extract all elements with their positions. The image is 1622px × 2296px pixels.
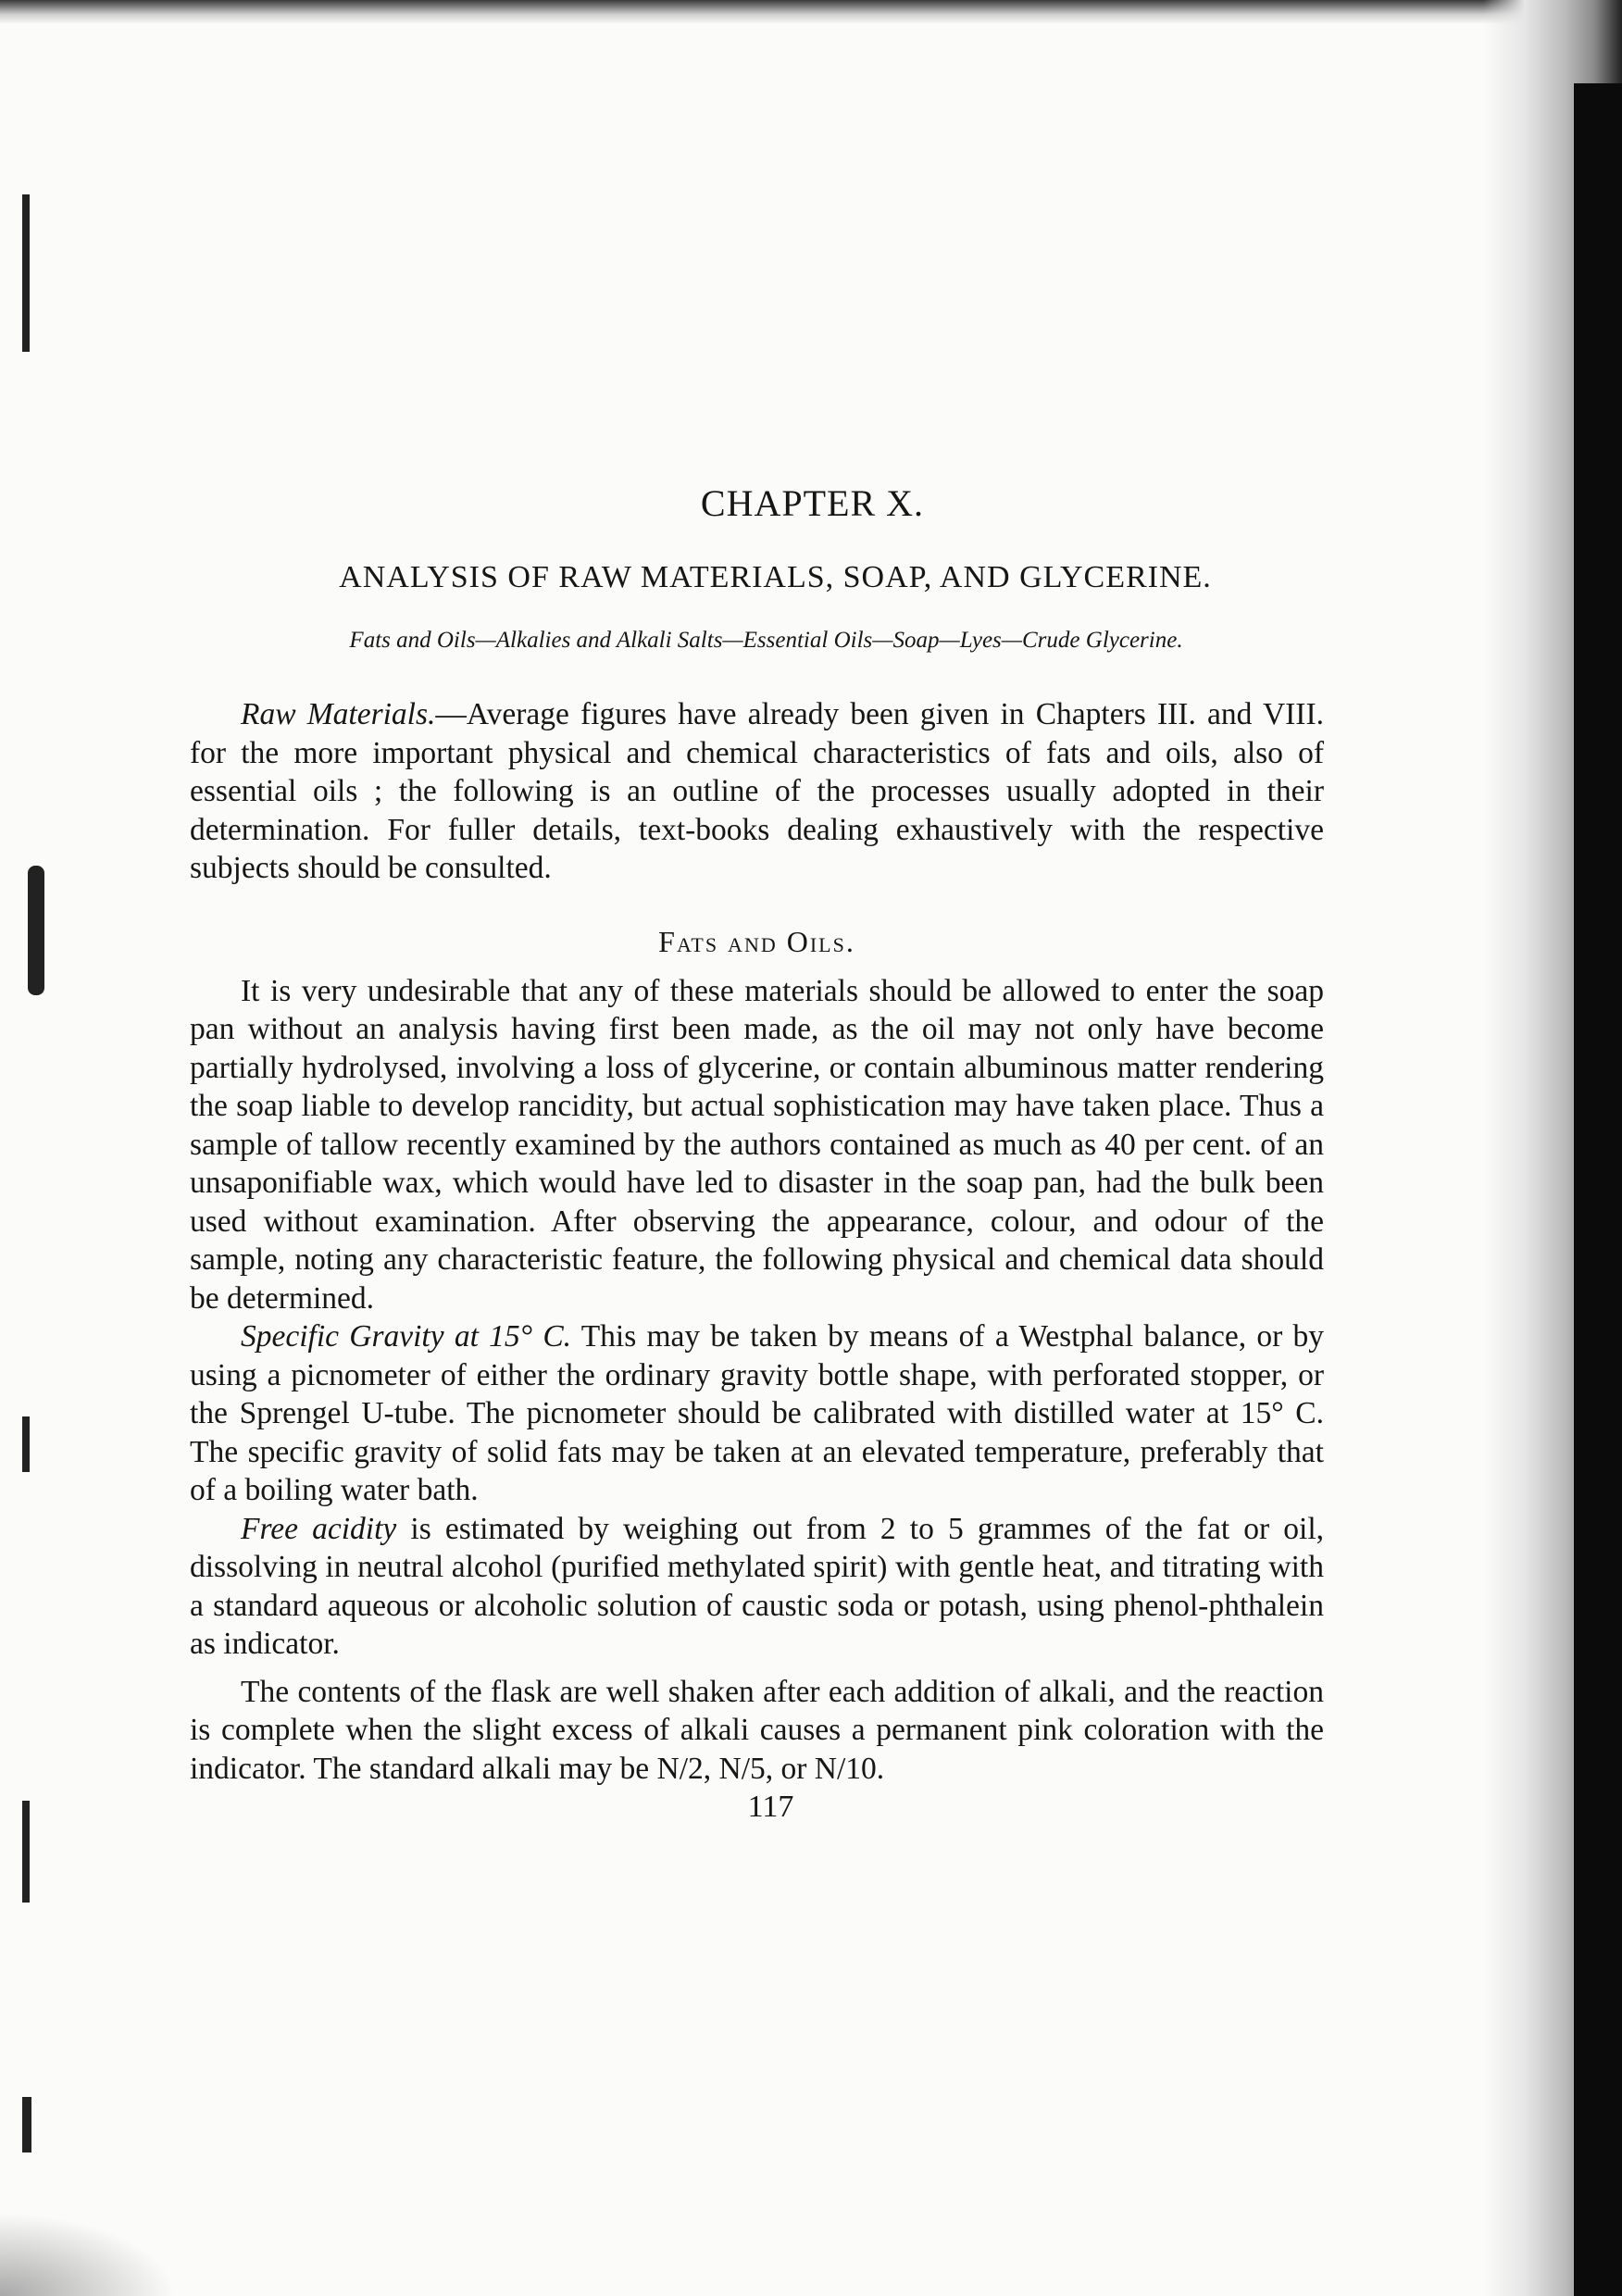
fats-paragraph-3	[190, 1510, 1324, 1664]
scan-margin-mark	[22, 1801, 30, 1903]
specific-gravity-lead: Specific Gravity at 15° C.	[241, 1319, 572, 1354]
free-acidity-text: is estimated by weighing out from 2 to 5 grammes of the fat or oil, dissolving in neutral alcohol (purified methylated spirit) with gentle heat, and titrating with a standard aqueous or alcoholic solution of caustic soda or potash, using phenol-phthalein as indicator.	[190, 1511, 1325, 1661]
scan-margin-mark	[22, 2097, 31, 2152]
page-number: 117	[747, 1790, 794, 1824]
scan-corner-noise	[0, 2213, 176, 2296]
scan-margin-mark	[28, 866, 44, 995]
specific-gravity-text: This may be taken by means of a Westphal balance, or by using a picnometer of either the ordinary gravity bottle shape, with perforated stopper, or the Sprengel U-tube. The picnometer should be calibrated with distilled water at 15° C. The specific gravity of solid fats may be taken at an elevated temperature, preferably that of a boiling water bath.	[190, 1319, 1324, 1507]
scan-top-edge	[0, 0, 1622, 24]
chapter-title: ANALYSIS OF RAW MATERIALS, SOAP, AND GLYCERINE.	[339, 560, 1212, 594]
intro-lead: Raw Materials.	[241, 697, 436, 731]
section-heading-fats-and-oils: Fats and Oils.	[658, 924, 855, 958]
fats-paragraph-2	[190, 1317, 1324, 1510]
book-page	[190, 481, 1324, 1825]
fats-paragraph-4: The contents of the flask are well shaken after each addition of alkali, and the reaction is complete when the slight excess of alkali causes a permanent pink coloration with the indicator. The standard alkali may be N/2, N/5, or N/10.	[190, 1674, 1324, 1786]
scan-binding-edge	[1574, 83, 1622, 2296]
chapter-subtitle: Fats and Oils—Alkalies and Alkali Salts—Essential Oils—Soap—Lyes—Crude Glycerine.	[349, 628, 1183, 653]
scan-margin-mark	[22, 194, 30, 352]
free-acidity-lead: Free acidity	[241, 1511, 397, 1546]
chapter-heading: CHAPTER X.	[700, 482, 925, 524]
intro-text: —Average figures have already been given in Chapters III. and VIII. for the more important physical and chemical characteristics of fats and oils, also of essential oils ; the following is an outline of the processes usually adopted in their determination. For fuller details, text-books dealing exhaustively with the respective subjects should be consulted.	[190, 697, 1324, 885]
fats-paragraph-1: It is very undesirable that any of these materials should be allowed to enter the soap pan without an analysis having first been made, as the oil may not only have become partially hydrolysed, involving a loss of glycerine, or contain albuminous matter rendering the soap liable to develop rancidity, but actual sophistication may have taken place. Thus a sample of tallow recently examined by the authors contained as much as 40 per cent. of an unsaponifiable wax, which would have led to disaster in the soap pan, had the bulk been used without examination. After observing the appearance, colour, and odour of the sample, noting any characteristic feature, the following physical and chemical data should be determined.	[190, 973, 1324, 1316]
scan-margin-mark	[22, 1416, 30, 1472]
intro-paragraph	[190, 695, 1324, 888]
